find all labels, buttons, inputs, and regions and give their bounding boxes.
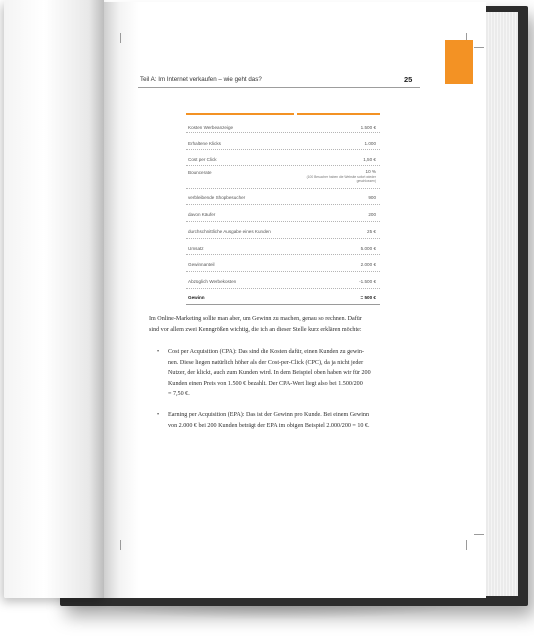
crop-mark — [120, 33, 121, 43]
bullet-item-epa — [168, 410, 422, 431]
bullet-line: Kunden einen Preis von 1.500 € bezahlt. Der CPA-Wert liegt also bei 1.500/200 — [168, 380, 363, 387]
table-row — [186, 133, 380, 150]
row-note: (100 Besucher haben die Website sofort wieder geschlossen) — [306, 175, 376, 183]
table-header-bar — [297, 113, 380, 115]
row-label: durchschnittliche Ausgabe eines Kunden — [188, 229, 271, 234]
row-value: 200 — [368, 212, 376, 217]
row-value: 2.000 € — [360, 262, 376, 267]
bullet-item-cpa — [168, 347, 422, 400]
paragraph-line: sind vor allem zwei Kenngrößen wichtig, die ich an dieser Stelle kurz erklären möchte: — [149, 326, 362, 333]
table-row — [186, 239, 380, 255]
table-row — [186, 150, 380, 166]
row-value: 1.500 € — [360, 125, 376, 130]
row-label: Abzüglich Werbekosten — [188, 279, 237, 284]
table-row — [186, 166, 380, 189]
table-header-bar — [186, 113, 294, 115]
table-row — [186, 117, 380, 133]
table-row — [186, 189, 380, 205]
table-row — [186, 205, 380, 222]
row-value: 1,50 € — [363, 157, 376, 162]
total-label: Gewinn — [188, 295, 205, 300]
crop-mark — [474, 47, 484, 48]
bullet-line: von 2.000 € bei 200 Kunden beträgt der EPA im obigen Beispiel 2.000/200 = 10 €. — [168, 422, 370, 429]
row-value: 5.000 € — [360, 246, 376, 251]
left-page — [4, 0, 104, 598]
page-number: 25 — [404, 75, 413, 84]
row-label: verbleibende Shopbesucher — [188, 195, 246, 200]
table-total-row — [186, 289, 380, 305]
row-label: Umsatz — [188, 246, 204, 251]
row-value: -1.500 € — [359, 279, 376, 284]
paragraph-line: Im Online-Marketing sollte man aber, um Gewinn zu machen, genau so rechnen. Dafür — [149, 316, 362, 322]
table-row — [186, 222, 380, 239]
page-stack — [484, 12, 518, 596]
bullet-line: = 7,50 €. — [168, 391, 190, 398]
row-label: davon Käufer — [188, 212, 216, 217]
bullet-line: nen. Diese liegen natürlich höher als der Cost-per-Click (CPC), da ja nicht jeder — [168, 359, 364, 366]
table-row — [186, 272, 380, 289]
crop-mark — [466, 540, 467, 550]
bullet-line: Nutzer, der klickt, auch zum Kunden wird. In dem Beispiel oben haben wir für 200 — [168, 370, 371, 377]
crop-mark — [474, 534, 484, 535]
row-value: 1.000 — [364, 141, 376, 146]
bullet-icon: • — [157, 349, 160, 355]
total-value: = 500 € — [360, 295, 376, 300]
bullet-line: Cost per Acquisition (CPA): Das sind die Kosten dafür, einen Kunden zu gewin- — [168, 349, 365, 355]
table-row — [186, 255, 380, 272]
calculation-table — [186, 113, 380, 305]
row-value: 10 % — [365, 169, 376, 174]
row-label: Erhaltene Klicks — [188, 141, 221, 146]
row-label: Kosten Werbeanzeige — [188, 125, 234, 130]
bullet-line: Earning per Acquisition (EPA): Das ist der Gewinn pro Kunde. Bei einem Gewinn — [168, 412, 370, 418]
intro-paragraph — [149, 314, 433, 335]
bullet-icon: • — [157, 412, 160, 418]
row-label: Cost per Click — [188, 157, 217, 162]
running-title: Teil A: Im Internet verkaufen – wie geht das? — [140, 76, 262, 83]
crop-mark — [120, 540, 121, 550]
chapter-tab — [445, 40, 473, 84]
row-label: Gewinnanteil — [188, 262, 215, 267]
row-label: Bouncerate — [188, 170, 212, 175]
row-value: 900 — [368, 195, 376, 200]
row-value: 25 € — [367, 229, 376, 234]
header-rule — [138, 87, 420, 88]
